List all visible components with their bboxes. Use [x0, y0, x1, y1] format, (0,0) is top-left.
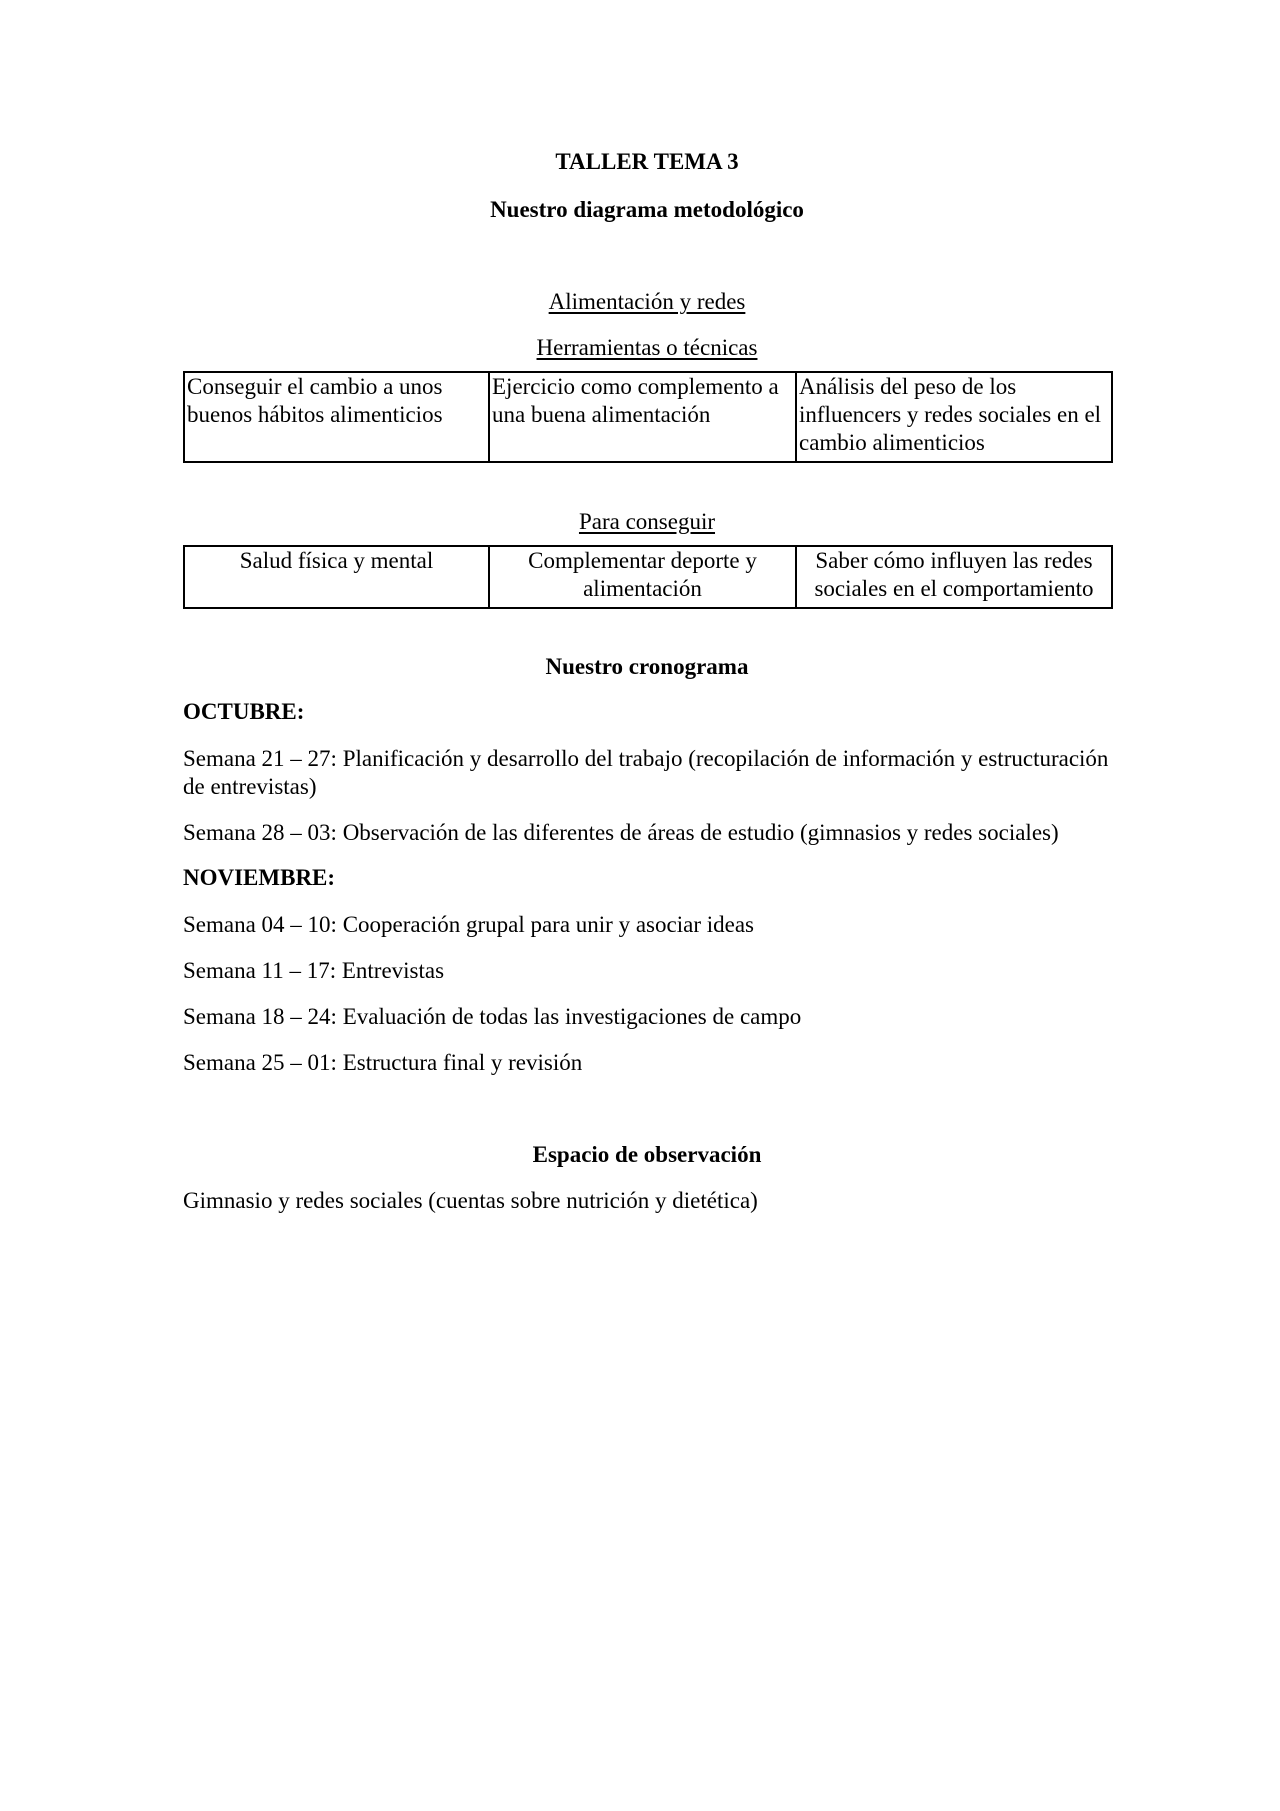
topic-heading	[183, 288, 1111, 316]
observation-title: Espacio de observación	[532, 1142, 762, 1167]
tools-cell-2: Ejercicio como complemento a una buena alimentación	[489, 372, 796, 462]
schedule-week-item: Semana 11 – 17: Entrevistas	[183, 958, 445, 983]
goals-cell-3: Saber cómo influyen las redes sociales en el comportamiento	[796, 546, 1112, 608]
schedule-week-item: Semana 25 – 01: Estructura final y revisión	[183, 1050, 583, 1075]
tools-cell-3: Análisis del peso de los influencers y redes sociales en el cambio alimenticios	[796, 372, 1112, 462]
tools-heading-text: Herramientas o técnicas	[536, 335, 758, 360]
goals-table	[183, 545, 1113, 609]
schedule-week-item: Semana 28 – 03: Observación de las diferentes de áreas de estudio (gimnasios y redes sociales)	[183, 820, 1059, 845]
month-label-october: OCTUBRE:	[183, 699, 305, 724]
schedule-title: Nuestro cronograma	[545, 654, 749, 679]
observation-text: Gimnasio y redes sociales (cuentas sobre nutrición y dietética)	[183, 1188, 758, 1213]
table-row	[184, 546, 1112, 608]
document-title: TALLER TEMA 3	[555, 149, 739, 174]
month-label-november: NOVIEMBRE:	[183, 865, 336, 890]
schedule-week-item: Semana 21 – 27: Planificación y desarrollo del trabajo (recopilación de información y estructuración de entrevistas)	[183, 746, 1109, 799]
document-content	[183, 148, 1111, 1215]
schedule-week-item: Semana 04 – 10: Cooperación grupal para unir y asociar ideas	[183, 912, 754, 937]
tools-table	[183, 371, 1113, 463]
goals-cell-2: Complementar deporte y alimentación	[489, 546, 796, 608]
schedule-week-item: Semana 18 – 24: Evaluación de todas las investigaciones de campo	[183, 1004, 802, 1029]
tools-heading	[183, 334, 1111, 362]
tools-cell-1: Conseguir el cambio a unos buenos hábitos alimenticios	[184, 372, 489, 462]
topic-heading-text: Alimentación y redes	[548, 289, 746, 314]
goals-cell-1: Salud física y mental	[184, 546, 489, 608]
table-row	[184, 372, 1112, 462]
goals-heading-text: Para conseguir	[578, 509, 716, 534]
document-subtitle: Nuestro diagrama metodológico	[490, 197, 804, 222]
goals-heading	[183, 508, 1111, 536]
